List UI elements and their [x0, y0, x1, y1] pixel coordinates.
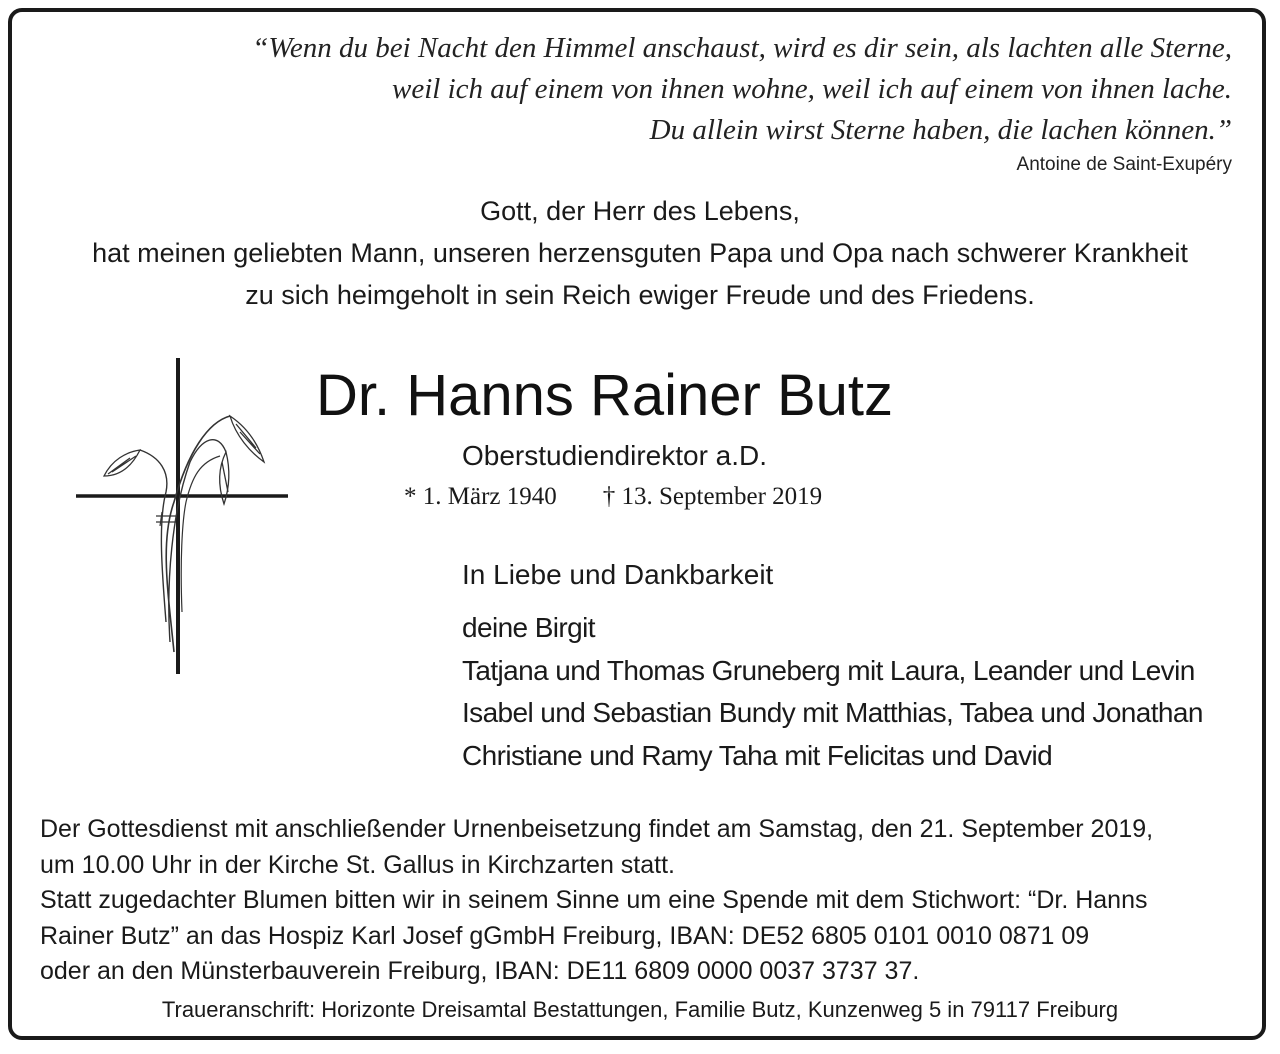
quote-line: “Wenn du bei Nacht den Himmel anschaust, wird es dir sein, als lachten alle Sterne,	[252, 32, 1232, 64]
service-line: um 10.00 Uhr in der Kirche St. Gallus in Kirchzarten statt.	[40, 850, 675, 879]
life-dates	[404, 480, 822, 514]
deceased-title: Oberstudiendirektor a.D.	[462, 440, 768, 471]
mourner-line: Tatjana und Thomas Gruneberg mit Laura, Leander und Levin	[462, 654, 1195, 686]
birth-date: * 1. März 1940	[404, 483, 557, 510]
service-line: Der Gottesdienst mit anschließender Urnenbeisetzung findet am Samstag, den 21. September 2019,	[40, 815, 1154, 843]
mourners-list	[462, 607, 1203, 777]
intro-line: hat meinen geliebten Mann, unseren herzensguten Papa und Opa nach schwerer Krankheit	[92, 238, 1188, 268]
intro-text	[0, 190, 1280, 316]
mourning-address: Traueranschrift: Horizonte Dreisamtal Bestattungen, Familie Butz, Kunzenweg 5 in 79117 Freiburg	[161, 997, 1119, 1022]
quote	[252, 28, 1232, 151]
intro-line: Gott, der Herr des Lebens,	[480, 196, 800, 226]
cross-with-wheat-icon	[70, 352, 300, 682]
service-line: Rainer Butz” an das Hospiz Karl Josef gGmbH Freiburg, IBAN: DE52 6805 0101 0010 0871 09	[40, 921, 1090, 950]
quote-line: Du allein wirst Sterne haben, die lachen können.”	[649, 114, 1232, 146]
quote-line: weil ich auf einem von ihnen wohne, weil ich auf einem von ihnen lache.	[392, 73, 1232, 105]
deceased-name: Dr. Hanns Rainer Butz	[316, 363, 894, 428]
service-line: Statt zugedachter Blumen bitten wir in seinem Sinne um eine Spende mit dem Stichwort: “Dr. Hanns	[40, 886, 1148, 914]
death-date: † 13. September 2019	[602, 483, 823, 510]
dedication: In Liebe und Dankbarkeit	[462, 559, 774, 590]
intro-line: zu sich heimgeholt in sein Reich ewiger Freude und des Friedens.	[245, 280, 1035, 310]
mourner-line: Isabel und Sebastian Bundy mit Matthias, Tabea und Jonathan	[462, 697, 1203, 728]
mourner-line: deine Birgit	[462, 612, 595, 643]
mourner-line: Christiane und Ramy Taha mit Felicitas und David	[462, 739, 1053, 771]
service-info	[40, 812, 1250, 990]
service-line: oder an den Münsterbauverein Freiburg, IBAN: DE11 6809 0000 0037 3737 37.	[40, 957, 920, 985]
quote-author: Antoine de Saint-Exupéry	[1016, 154, 1232, 175]
